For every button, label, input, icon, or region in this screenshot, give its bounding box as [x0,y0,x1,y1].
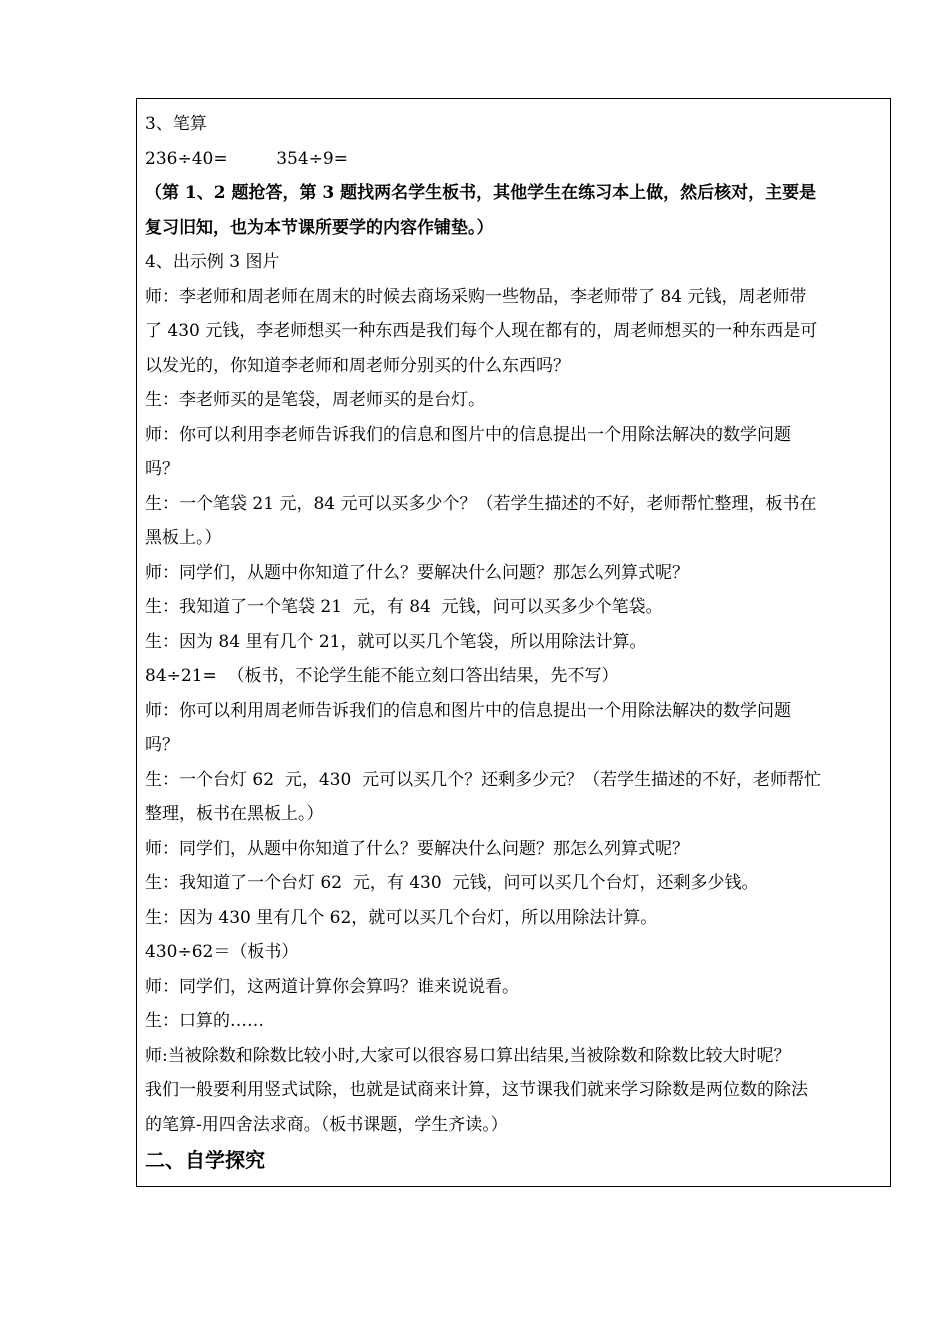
text-line: 3、笔算 [145,114,207,134]
text-line: 生：因为 430 里有几个 62，就可以买几个台灯，所以用除法计算。 [145,907,658,928]
text-line: 师：同学们，这两道计算你会算吗？谁来说说看。 [145,976,519,997]
text-line: 的笔算-用四舍法求商。（板书课题，学生齐读。） [145,1114,508,1135]
text-line: 以发光的，你知道李老师和周老师分别买的什么东西吗？ [145,355,570,376]
text-line: 236÷40= 354÷9= [145,148,348,169]
text-line-bold: （第 1、2 题抢答，第 3 题找两名学生板书，其他学生在练习本上做，然后核对，主要是 [145,183,817,203]
text-line: 了 430 元钱，李老师想买一种东西是我们每个人现在都有的，周老师想买的一种东西是可 [145,321,818,341]
text-line: 师：李老师和周老师在周末的时候去商场采购一些物品，李老师带了 84 元钱，周老师带 [145,286,807,307]
text-line: 我们一般要利用竖式试除，也就是试商来计算，这节课我们就来学习除数是两位数的除法 [145,1080,808,1100]
text-line: 师：同学们，从题中你知道了什么？要解决什么问题？那怎么列算式呢？ [145,562,689,583]
section-heading: 二、自学探究 [145,1148,265,1172]
text-line: 生：我知道了一个台灯 62 元，有 430 元钱，问可以买几个台灯，还剩多少钱。 [145,873,759,893]
text-line: 吗？ [145,735,179,755]
text-line: 师：你可以利用李老师告诉我们的信息和图片中的信息提出一个用除法解决的数学问题 [145,424,791,445]
text-line: 整理，板书在黑板上。） [145,804,324,824]
text-line: 生：我知道了一个笔袋 21 元，有 84 元钱，问可以买多少个笔袋。 [145,597,663,617]
text-line: 生：一个笔袋 21 元，84 元可以买多少个？（若学生描述的不好，老师帮忙整理，板书在 [145,493,817,514]
lesson-content [145,107,884,1178]
text-line: 生：因为 84 里有几个 21，就可以买几个笔袋，所以用除法计算。 [145,631,647,652]
text-line: 生：李老师买的是笔袋，周老师买的是台灯。 [145,390,485,410]
lesson-table-cell [136,98,891,1187]
text-line: 84÷21= （板书，不论学生能不能立刻口答出结果，先不写） [145,666,619,686]
text-line: 师：同学们，从题中你知道了什么？要解决什么问题？那怎么列算式呢？ [145,838,689,859]
text-line: 生：一个台灯 62 元，430 元可以买几个？还剩多少元？（若学生描述的不好，老师帮忙 [145,769,822,790]
text-line-bold: 复习旧知，也为本节课所要学的内容作铺垫。） [145,217,494,238]
text-line: 430÷62＝（板书） [145,942,299,962]
text-line: 黑板上。） [145,528,222,548]
text-line: 4、出示例 3 图片 [145,252,280,272]
text-line: 生：口算的…… [145,1011,264,1031]
text-line: 师:当被除数和除数比较小时,大家可以很容易口算出结果,当被除数和除数比较大时呢？ [145,1045,791,1066]
text-line: 师：你可以利用周老师告诉我们的信息和图片中的信息提出一个用除法解决的数学问题 [145,700,791,721]
text-line: 吗？ [145,459,179,479]
